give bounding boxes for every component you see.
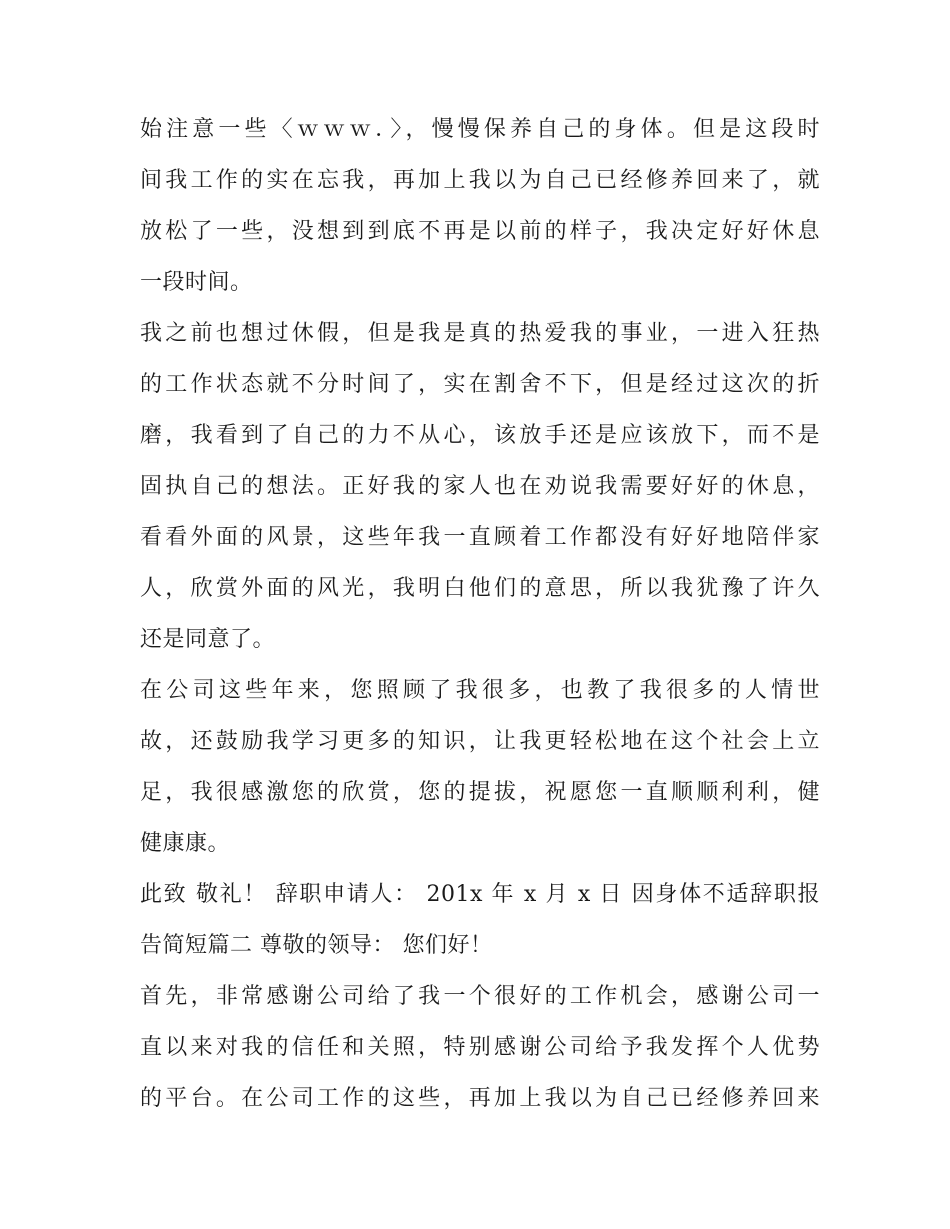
text-line: 故，还鼓励我学习更多的知识，让我更轻松地在这个社会上立 xyxy=(140,729,820,754)
text-line: 健康康。 xyxy=(140,831,231,856)
text-line: 人，欣赏外面的风光，我明白他们的意思，所以我犹豫了许久 xyxy=(140,576,820,601)
text-line: 告简短篇二 尊敬的领导： 您们好！ xyxy=(140,933,493,958)
text-line: 此致 敬礼！ 辞职申请人： 201x 年 x 月 x 日 因身体不适辞职报 xyxy=(140,882,820,907)
text-line: 在公司这些年来，您照顾了我很多，也教了我很多的人情世 xyxy=(140,678,820,703)
text-line: 足，我很感激您的欣赏，您的提拔，祝愿您一直顺顺利利，健 xyxy=(140,780,820,805)
body-text xyxy=(140,104,820,1124)
text-line: 我之前也想过休假，但是我是真的热爱我的事业，一进入狂热 xyxy=(140,321,820,346)
text-line: 磨，我看到了自己的力不从心，该放手还是应该放下，而不是 xyxy=(140,423,820,448)
text-line: 的工作状态就不分时间了，实在割舍不下，但是经过这次的折 xyxy=(140,372,820,397)
text-line: 还是同意了。 xyxy=(140,627,276,652)
text-line: 始注意一些〈ｗｗｗ．〉，慢慢保养自己的身体。但是这段时 xyxy=(140,117,820,142)
text-line: 一段时间。 xyxy=(140,270,253,295)
text-line: 直以来对我的信任和关照，特别感谢公司给予我发挥个人优势 xyxy=(140,1035,820,1060)
text-line: 看看外面的风景，这些年我一直顾着工作都没有好好地陪伴家 xyxy=(140,525,820,550)
text-line: 的平台。在公司工作的这些，再加上我以为自己已经修养回来 xyxy=(140,1086,820,1111)
text-line: 首先，非常感谢公司给了我一个很好的工作机会，感谢公司一 xyxy=(140,984,820,1009)
text-line: 放松了一些，没想到到底不再是以前的样子，我决定好好休息 xyxy=(140,219,820,244)
text-line: 间我工作的实在忘我，再加上我以为自己已经修养回来了，就 xyxy=(140,168,820,193)
text-line: 固执自己的想法。正好我的家人也在劝说我需要好好的休息， xyxy=(140,474,820,499)
